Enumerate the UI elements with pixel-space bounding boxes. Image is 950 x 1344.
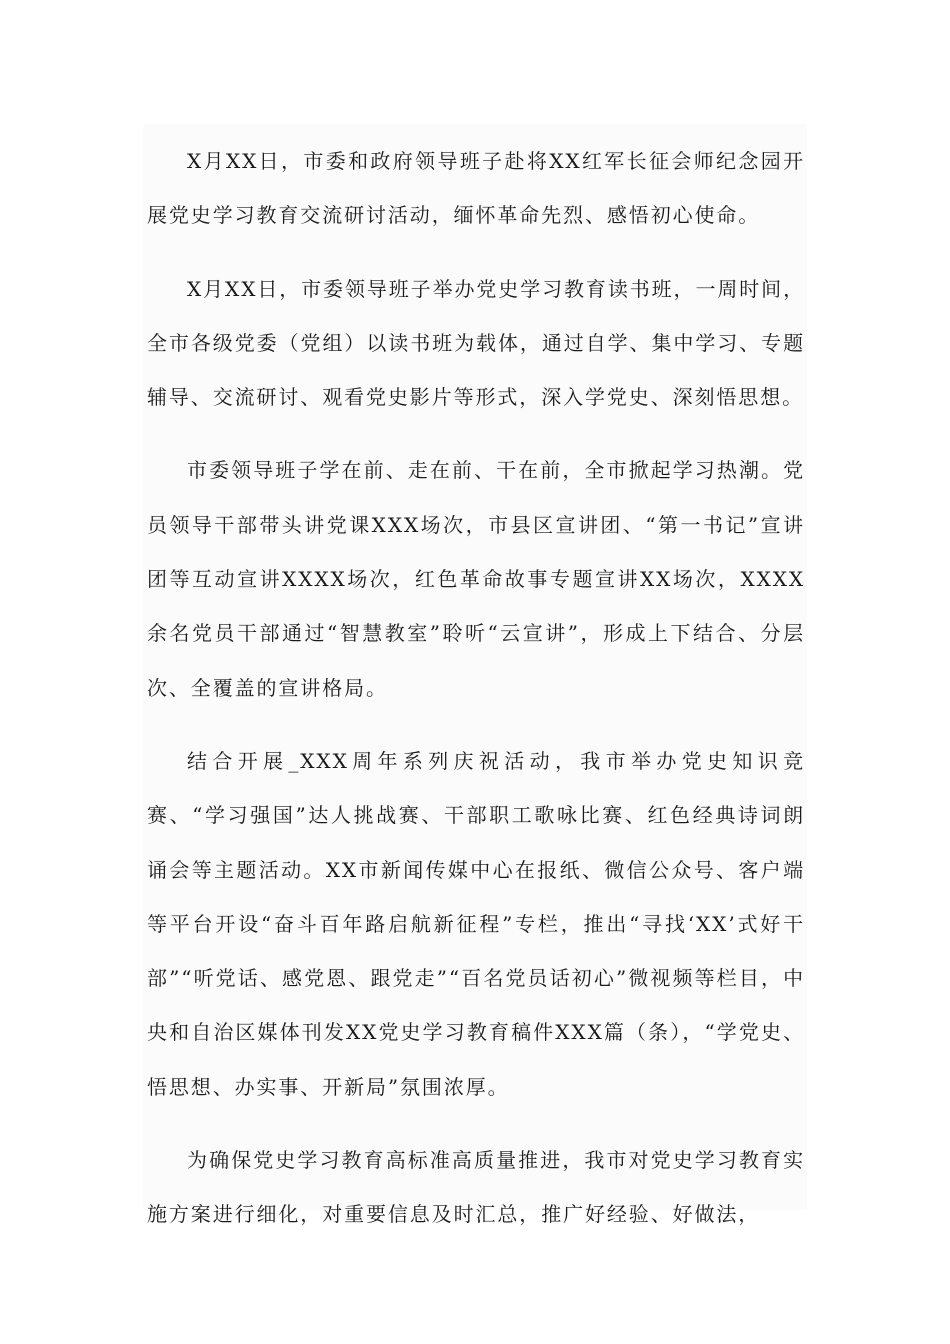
paragraph-2: X月XX日，市委领导班子举办党史学习教育读书班，一周时间，全市各级党委（党组）以读书班为载体，通过自学、集中学习、专题辅导、交流研讨、观看党史影片等形式，深入学党史、深刻悟思想。 [147, 276, 805, 410]
paragraph-3: 市委领导班子学在前、走在前、干在前，全市掀起学习热潮。党员领导干部带头讲党课XXX场次，市县区宣讲团、“第一书记”宣讲团等互动宣讲XXXX场次，红色革命故事专题宣讲XX场次，XXXX余名党员干部通过“智慧教室”聆听“云宣讲”，形成上下结合、分层次、全覆盖的宣讲格局。 [147, 458, 805, 700]
document-body [143, 124, 807, 1227]
paragraph-1: X月XX日，市委和政府领导班子赴将XX红军长征会师纪念园开展党史学习教育交流研讨活动，缅怀革命先烈、感悟初心使命。 [147, 149, 805, 228]
paragraph-4: 结合开展_XXX周年系列庆祝活动，我市举办党史知识竞赛、“学习强国”达人挑战赛、干部职工歌咏比赛、红色经典诗词朗诵会等主题活动。XX市新闻传媒中心在报纸、微信公众号、客户端等平台开设“奋斗百年路启航新征程”专栏，推出“寻找‘XX’式好干部”“听党话、感党恩、跟党走”“百名党员话初心”微视频等栏目，中央和自治区媒体刊发XX党史学习教育稿件XXX篇（条），“学党史、悟思想、办实事、开新局”氛围浓厚。 [147, 748, 805, 1099]
paragraph-5: 为确保党史学习教育高标准高质量推进，我市对党史学习教育实施方案进行细化，对重要信息及时汇总，推广好经验、好做法， [147, 1148, 805, 1227]
